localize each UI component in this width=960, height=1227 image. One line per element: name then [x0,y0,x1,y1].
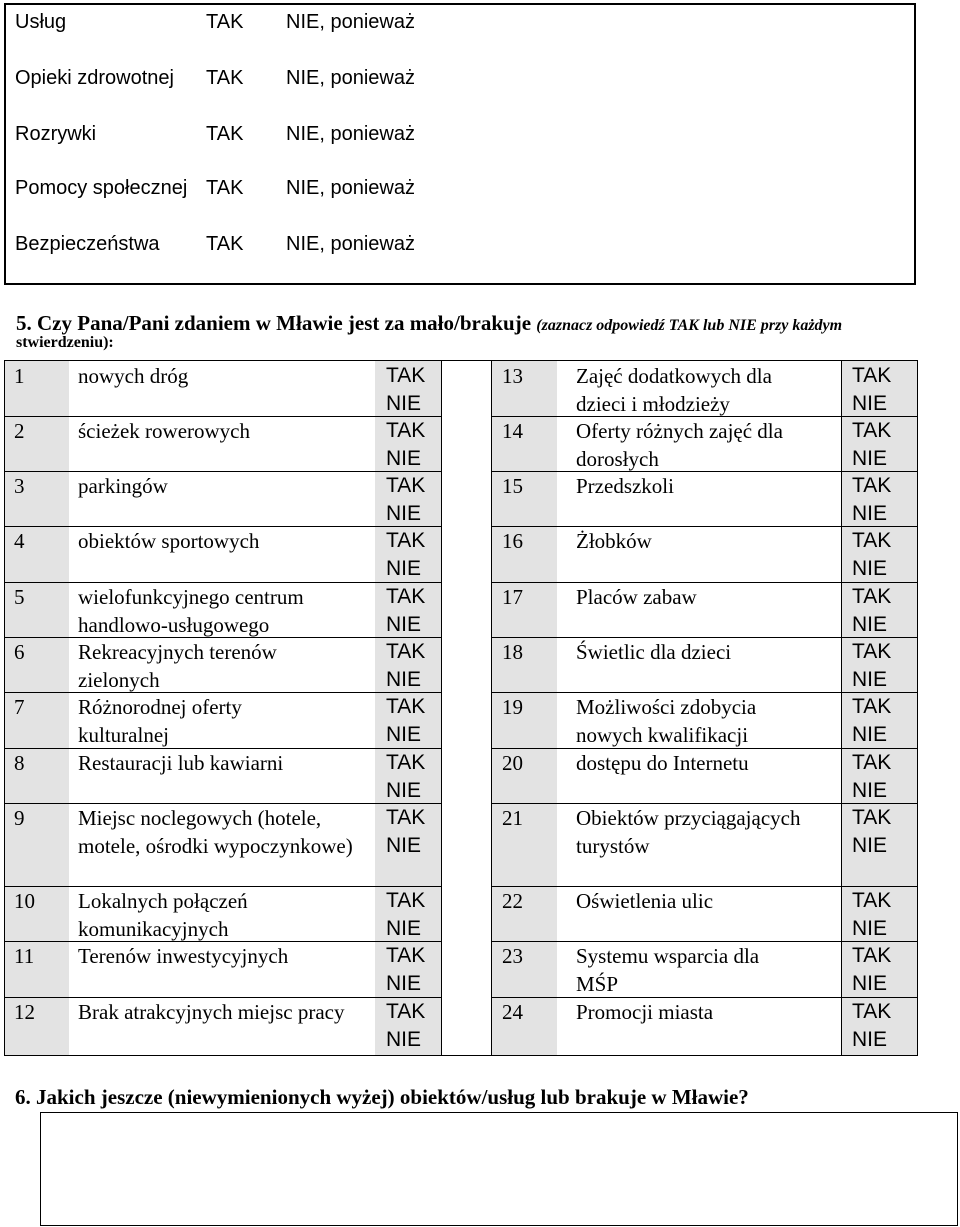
no-option[interactable]: NIE [852,668,888,691]
item-number: 6 [14,640,25,664]
q5-hint: (zaznacz odpowiedź TAK lub NIE przy każdym [536,317,843,334]
item-label: Brak atrakcyjnych miejsc pracy [78,1000,345,1024]
item-label: nowych dróg [78,364,189,388]
yes-option[interactable]: TAK [206,11,244,33]
list-item [502,417,783,471]
list-item [502,527,652,555]
no-option[interactable]: NIE [852,613,888,636]
list-item [5,998,345,1026]
yes-option[interactable]: TAK [386,364,426,387]
item-number: 14 [502,419,523,443]
item-label: Różnorodnej oferty kulturalnej [78,695,242,747]
no-option[interactable]: NIE, ponieważ [286,67,415,89]
list-item [14,638,277,692]
yes-option[interactable]: TAK [386,474,426,497]
yes-option[interactable]: TAK [852,806,892,829]
item-label: Rekreacyjnych terenów zielonych [78,640,277,692]
list-item [502,472,674,500]
no-option[interactable]: NIE [852,502,888,525]
no-option[interactable]: NIE, ponieważ [286,11,415,33]
yes-option[interactable]: TAK [386,640,426,663]
item-number: 7 [14,695,25,719]
item-label: ścieżek rowerowych [78,419,250,443]
list-item [502,998,714,1026]
yes-option[interactable]: TAK [852,640,892,663]
list-item [14,417,250,445]
item-label: Oferty różnych zajęć dla dorosłych [576,419,783,471]
item-number: 4 [14,529,25,553]
no-option[interactable]: NIE [386,668,422,691]
list-item [502,638,732,666]
item-label: Obiektów przyciągających turystów [576,806,801,858]
list-item [502,942,760,996]
yes-option[interactable]: TAK [386,889,426,912]
no-option[interactable]: NIE [386,392,422,415]
item-number: 19 [502,695,523,719]
row-label: Rozrywki [15,123,97,145]
item-number: 2 [14,419,25,443]
item-label: Możliwości zdobycia nowych kwalifikacji [576,695,757,747]
list-item [5,942,289,970]
no-option[interactable]: NIE [852,779,888,802]
item-label: Żłobków [576,529,652,553]
yes-option[interactable]: TAK [852,529,892,552]
item-label: parkingów [78,474,168,498]
item-number: 11 [14,944,35,968]
no-option[interactable]: NIE [386,502,422,525]
q6-answer-box[interactable] [40,1112,958,1226]
item-label: Systemu wsparcia dla MŚP [576,944,760,996]
no-option[interactable]: NIE [386,447,422,470]
column-divider [441,361,442,1055]
yes-option[interactable]: TAK [852,585,892,608]
item-label: Zajęć dodatkowych dla dzieci i młodzieży [576,364,772,416]
no-option[interactable]: NIE [386,917,422,940]
item-number: 20 [502,751,523,775]
no-option[interactable]: NIE [386,613,422,636]
no-option[interactable]: NIE, ponieważ [286,233,415,255]
yes-option[interactable]: TAK [852,889,892,912]
item-label: Świetlic dla dzieci [576,640,732,664]
item-number: 17 [502,585,523,609]
list-item [502,804,801,858]
yes-option[interactable]: TAK [206,177,244,199]
q5-answer-grid [4,360,918,1056]
yes-option[interactable]: TAK [386,419,426,442]
no-option[interactable]: NIE [386,557,422,580]
yes-option[interactable]: TAK [852,751,892,774]
item-number: 22 [502,889,523,913]
list-item [502,362,772,416]
list-item [14,362,189,390]
no-option[interactable]: NIE [852,834,888,857]
row-label: Pomocy społecznej [15,177,188,199]
item-label: Restauracji lub kawiarni [78,751,284,775]
yes-option[interactable]: TAK [852,474,892,497]
item-number: 9 [14,806,25,830]
item-number: 5 [14,585,25,609]
no-option[interactable]: NIE, ponieważ [286,177,415,199]
list-item [14,804,353,858]
yes-option[interactable]: TAK [852,695,892,718]
no-option[interactable]: NIE [852,447,888,470]
list-item [502,749,749,777]
q6-heading: 6. Jakich jeszcze (niewymienionych wyżej) obiektów/usług lub brakuje w Mławie? [15,1085,749,1109]
item-number: 16 [502,529,523,553]
yes-option[interactable]: TAK [386,529,426,552]
item-label: obiektów sportowych [78,529,260,553]
yes-option[interactable]: TAK [386,944,426,967]
item-number: 13 [502,364,523,388]
no-option[interactable]: NIE [386,972,422,995]
yes-option[interactable]: TAK [386,585,426,608]
no-option[interactable]: NIE [852,917,888,940]
yes-option[interactable]: TAK [206,67,244,89]
yes-option[interactable]: TAK [386,695,426,718]
list-item [14,472,168,500]
q5-heading [16,311,842,338]
services-table [4,3,916,285]
row-label: Opieki zdrowotnej [15,67,174,89]
item-number: 18 [502,640,523,664]
yes-option[interactable]: TAK [852,1000,892,1023]
no-option[interactable]: NIE, ponieważ [286,123,415,145]
no-option[interactable]: NIE [386,1028,422,1051]
list-item [14,583,304,637]
yes-option[interactable]: TAK [852,944,892,967]
row-label: Bezpieczeństwa [15,233,160,255]
item-label: wielofunkcyjnego centrum handlowo-usługowego [78,585,304,637]
item-label: Terenów inwestycyjnych [78,944,289,968]
list-item [14,527,260,555]
no-option[interactable]: NIE [852,557,888,580]
item-number: 23 [502,944,523,968]
yes-option[interactable]: TAK [206,233,244,255]
item-label: Placów zabaw [576,585,697,609]
row-label: Usług [15,11,67,33]
no-option[interactable]: NIE [386,834,422,857]
yes-option[interactable]: TAK [386,751,426,774]
item-number: 3 [14,474,25,498]
q5-number: 5. [16,311,32,335]
column-divider [491,361,492,1055]
no-option[interactable]: NIE [852,723,888,746]
list-item [502,693,757,747]
item-label: dostępu do Internetu [576,751,749,775]
item-number: 24 [502,1000,523,1024]
yes-option[interactable]: TAK [386,806,426,829]
no-option[interactable]: NIE [852,1028,888,1051]
no-option[interactable]: NIE [386,723,422,746]
item-number: 1 [14,364,25,388]
item-number: 15 [502,474,523,498]
item-label: Lokalnych połączeń komunikacyjnych [78,889,248,941]
list-item [5,887,248,941]
q5-title: Czy Pana/Pani zdaniem w Mławie jest za mało/brakuje [37,311,532,335]
yes-option[interactable]: TAK [386,1000,426,1023]
item-label: Miejsc noclegowych (hotele, motele, ośrodki wypoczynkowe) [78,806,353,858]
q5-hint-continuation: stwierdzeniu): [16,334,114,351]
item-label: Oświetlenia ulic [576,889,714,913]
item-label: Przedszkoli [576,474,674,498]
yes-option[interactable]: TAK [206,123,244,145]
item-number: 8 [14,751,25,775]
item-number: 10 [14,889,35,913]
no-option[interactable]: NIE [852,972,888,995]
list-item [14,749,284,777]
no-option[interactable]: NIE [386,779,422,802]
item-number: 21 [502,806,523,830]
list-item [502,583,697,611]
no-option[interactable]: NIE [852,392,888,415]
list-item [502,887,714,915]
yes-option[interactable]: TAK [852,419,892,442]
list-item [14,693,242,747]
yes-option[interactable]: TAK [852,364,892,387]
column-divider [841,361,842,1055]
right-number-shade [491,361,557,1055]
item-number: 12 [14,1000,35,1024]
item-label: Promocji miasta [576,1000,714,1024]
